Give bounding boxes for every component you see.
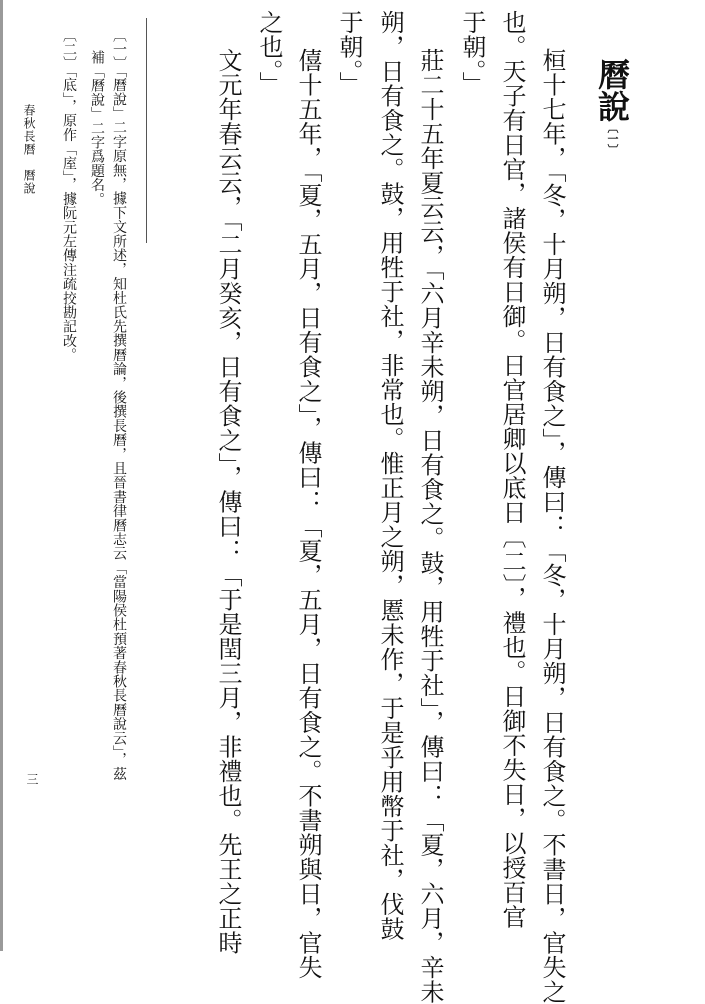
title-text: 曆說 [593,58,631,122]
body-column-2: 也。天子有日官，諸侯有日御。日官居卿以底日〔二〕，禮也。日御不失日，以授百官 [498,10,526,929]
body-column-9: 文元年春云云，「二月癸亥，日有食之」，傳曰：「于是閏三月，非禮也。先王之正時 [214,48,242,955]
page-number: 三 [25,773,39,785]
note-2: 〔二〕「底」，原作「庢」，據阮元左傳注疏挍勘記改。 [61,28,77,362]
title-note-mark: 〔一〕 [606,122,619,155]
section-title [593,58,631,155]
page-edge [0,0,3,951]
body-column-1: 桓十七年，「冬，十月朔，日有食之」，傳曰：「冬，十月朔，日有食之。不書日，官失之 [538,48,566,1004]
body-column-3: 于朝。」 [458,10,486,96]
body-column-4: 莊二十五年夏云云，「六月辛未朔，日有食之。鼓，用牲于社」，傳曰：「夏，六月，辛未 [416,48,444,1004]
running-head: 春秋長曆 曆說 [22,104,36,195]
note-1: 〔一〕「曆說」二字原無，據下文所述，知杜氏先撰曆論，後撰長曆，且晉書律曆志云「當陽侯杜預著春秋長曆說云」，茲 [111,28,127,781]
body-column-5: 朔，日有食之。鼓，用牲于社，非常也。惟正月之朔，慝未作，于是乎用幣于社，伐鼓 [376,10,404,941]
body-column-7: 僖十五年，「夏，五月，日有食之」，傳曰：「夏，五月，日有食之。不書朔與日，官失 [294,48,322,980]
body-column-6: 于朝。」 [335,10,363,96]
note-1-continued: 補「曆說」二字爲題名。 [89,50,105,207]
notes-divider [146,18,147,243]
body-column-8: 之也。」 [255,10,283,96]
